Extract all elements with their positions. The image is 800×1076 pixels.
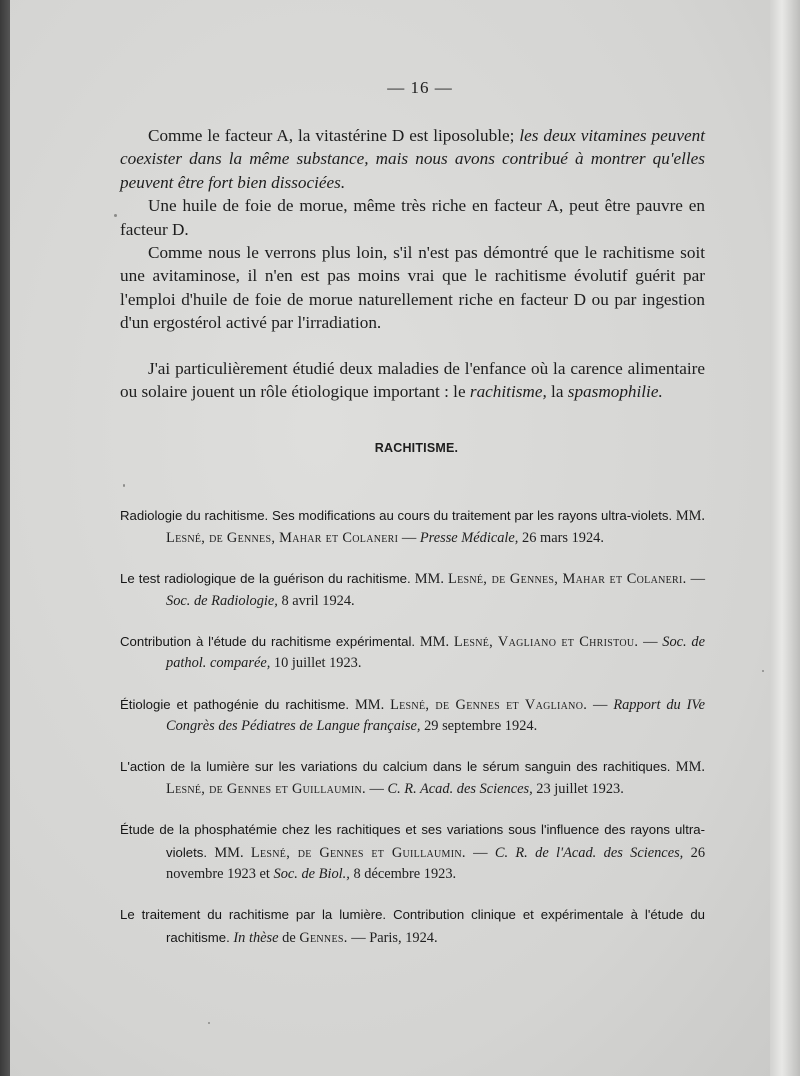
reference-separator: — bbox=[638, 633, 663, 650]
reference-authors: Lesné, Vagliano et Christou. bbox=[453, 633, 639, 650]
reference-authors: Lesné, de Gennes et Vagliano. bbox=[390, 696, 588, 713]
paragraph-4-text: J'ai particulièrement étudié deux maladies de l'enfance où la carence alimentaire ou solaire jouent un rôle étiologique important : le bbox=[120, 358, 705, 402]
paragraph-1 bbox=[120, 124, 705, 194]
reference-mm: MM. bbox=[207, 844, 251, 861]
reference-list bbox=[120, 505, 705, 949]
reference-item bbox=[120, 694, 705, 738]
reference-separator: — bbox=[398, 530, 420, 547]
reference-source: In thèse bbox=[233, 929, 279, 946]
reference-title: Le traitement du rachitisme par la lumière. Contribution clinique et expérimentale à l'étude du rachitisme. bbox=[120, 907, 705, 945]
paragraph-4-italic-rachitisme: rachitisme, bbox=[469, 382, 547, 402]
reference-date: 29 septembre 1924. bbox=[420, 718, 538, 735]
reference-mm: MM. bbox=[410, 571, 449, 588]
reference-title: Contribution à l'étude du rachitisme expérimental. bbox=[120, 633, 416, 649]
reference-source: C. R. de l'Acad. des Sciences, bbox=[494, 844, 684, 861]
page-number: — 16 — bbox=[387, 78, 453, 97]
reference-authors: Lesné, de Gennes et Guillaumin. bbox=[166, 780, 366, 797]
paper-speck bbox=[208, 1022, 210, 1024]
reference-mm: MM. bbox=[670, 759, 705, 776]
paper-speck bbox=[114, 214, 117, 217]
reference-separator: — bbox=[465, 844, 495, 861]
reference-source: Soc. de Radiologie, bbox=[166, 592, 278, 609]
reference-authors: Lesné, de Gennes, Mahar et Colaneri. bbox=[448, 571, 687, 588]
reference-title: Étiologie et pathogénie du rachitisme. bbox=[120, 696, 350, 712]
paragraph-2: Une huile de foie de morue, même très riche en facteur A, peut être pauvre en facteur D. bbox=[120, 196, 705, 239]
reference-title: L'action de la lumière sur les variations du calcium dans le sérum sanguin des rachitiques. bbox=[120, 759, 671, 775]
reference-date-2: 8 décembre 1923. bbox=[349, 866, 457, 883]
page-content bbox=[120, 78, 705, 968]
reference-date: 10 juillet 1923. bbox=[270, 655, 362, 672]
reference-mm: MM. bbox=[672, 508, 706, 525]
scan-right-border bbox=[770, 0, 800, 1076]
paper-speck bbox=[762, 670, 764, 672]
reference-source-2: Soc. de Biol., bbox=[273, 866, 350, 883]
reference-source: Rapport du IVe Congrès des Pédiatres de Langue française, bbox=[166, 696, 706, 735]
reference-item bbox=[120, 904, 705, 949]
reference-date: 8 avril 1924. bbox=[277, 592, 355, 609]
reference-source: C. R. Acad. des Sciences, bbox=[387, 780, 533, 797]
reference-item bbox=[120, 631, 705, 675]
reference-authors: Lesné, de Gennes et Guillaumin. bbox=[250, 844, 466, 861]
reference-authors: Lesné, de Gennes, Mahar et Colaneri bbox=[166, 530, 399, 547]
reference-title: Le test radiologique de la guérison du rachitisme. bbox=[120, 571, 411, 587]
paragraph-4-text-2: la bbox=[546, 382, 568, 402]
paragraph-1-text: Comme le facteur A, la vitastérine D est liposoluble; bbox=[148, 126, 520, 145]
paragraph-1-italic: les deux vitamines peuvent coexister dans la même substance, mais nous avons contribué à montrer qu'elles peuvent être fort bien dissociées. bbox=[120, 126, 705, 192]
paragraph-4-italic-spasmophilie: spasmophilie. bbox=[567, 382, 663, 402]
reference-date: 26 novembre 1923 et bbox=[166, 844, 706, 883]
reference-mm: MM. bbox=[415, 633, 454, 650]
reference-separator: — bbox=[686, 571, 705, 588]
reference-item bbox=[120, 756, 705, 800]
paragraph-4 bbox=[120, 357, 705, 404]
reference-item bbox=[120, 505, 705, 549]
reference-title: Étude de la phosphatémie chez les rachitiques et ses variations sous l'influence des rayons ultra-violets. bbox=[120, 821, 705, 860]
reference-source: Soc. de pathol. comparée, bbox=[166, 633, 705, 672]
reference-item bbox=[120, 819, 705, 886]
reference-mm: MM. bbox=[349, 696, 391, 713]
reference-date: de bbox=[278, 929, 300, 946]
reference-date-2: — Paris, 1924. bbox=[347, 929, 438, 946]
reference-source: Presse Médicale, bbox=[419, 530, 519, 547]
reference-item bbox=[120, 568, 705, 612]
reference-date: 23 juillet 1923. bbox=[532, 780, 624, 797]
reference-authors: Gennes. bbox=[299, 929, 348, 946]
reference-separator: — bbox=[365, 780, 388, 797]
paragraph-3: Comme nous le verrons plus loin, s'il n'est pas démontré que le rachitisme soit une avitaminose, il n'en est pas moins vrai que le rachitisme évolutif guérit par l'emploi d'huile de foie de morue naturellement riche en facteur D ou par ingestion d'un ergostérol activé par l'irradiation. bbox=[120, 243, 705, 333]
reference-date: 26 mars 1924. bbox=[518, 530, 604, 547]
section-title: RACHITISME. bbox=[374, 441, 459, 456]
reference-title: Radiologie du rachitisme. Ses modifications au cours du traitement par les rayons ultra-violets. bbox=[120, 508, 673, 524]
reference-separator: — bbox=[587, 696, 614, 713]
